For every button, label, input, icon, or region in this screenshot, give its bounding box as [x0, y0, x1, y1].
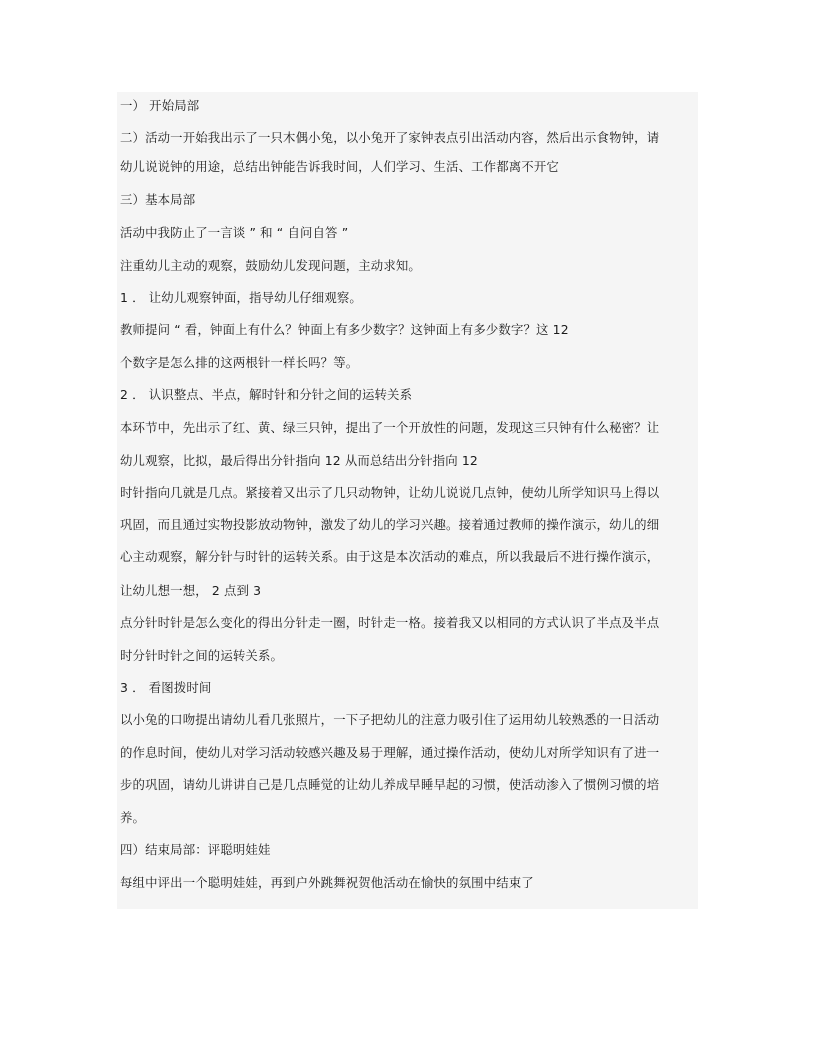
paragraph-line: 点分针时针是怎么变化的得出分针走一圈，时针走一格。接着我又以相同的方式认识了半点及半点	[120, 615, 660, 630]
paragraph-line: 幼儿说说钟的用途，总结出钟能告诉我时间，人们学习、生活、工作都离不开它	[120, 159, 559, 174]
paragraph-line: 二）活动一开始我出示了一只木偶小兔，以小兔开了家钟表点引出活动内容，然后出示食物钟，请	[120, 130, 660, 145]
paragraph-line: 时分针时针之间的运转关系。	[120, 648, 284, 663]
paragraph-line: 活动中我防止了一言谈 ” 和 “ 自问自答 ”	[120, 225, 349, 240]
paragraph-line: 巩固，而且通过实物投影放动物钟，激发了幼儿的学习兴趣。接着通过教师的操作演示，幼儿的细	[120, 517, 660, 532]
paragraph-line: 心主动观察，解分针与时针的运转关系。由于这是本次活动的难点，所以我最后不进行操作演示，	[120, 549, 660, 564]
paragraph-line: 幼儿观察，比拟，最后得出分针指向 12 从而总结出分针指向 12	[120, 453, 478, 468]
document-body	[117, 92, 698, 909]
numbered-item-1: 1 ． 让幼儿观察钟面，指导幼儿仔细观察。	[120, 290, 362, 305]
numbered-item-2: 2 ． 认识整点、半点，解时针和分针之间的运转关系	[120, 387, 413, 402]
paragraph-line: 以小兔的口吻提出请幼儿看几张照片，一下子把幼儿的注意力吸引住了运用幼儿较熟悉的一日活动	[120, 712, 660, 727]
paragraph-line: 本环节中，先出示了红、黄、绿三只钟，提出了一个开放性的问题，发现这三只钟有什么秘密？让	[120, 420, 660, 435]
section-heading-basic: 三）基本局部	[120, 192, 196, 207]
section-heading-end: 四）结束局部：评聪明娃娃	[120, 842, 271, 857]
section-heading-start: 一） 开始局部	[120, 98, 200, 113]
paragraph-line: 时针指向几就是几点。紧接着又出示了几只动物钟，让幼儿说说几点钟，使幼儿所学知识马上得以	[120, 485, 660, 500]
paragraph-line: 每组中评出一个聪明娃娃，再到户外跳舞祝贺他活动在愉快的氛围中结束了	[120, 875, 534, 890]
paragraph-line: 步的巩固，请幼儿讲讲自己是几点睡觉的让幼儿养成早睡早起的习惯，使活动渗入了惯例习惯的培	[120, 777, 660, 792]
paragraph-line: 个数字是怎么排的这两根针一样长吗？等。	[120, 355, 359, 370]
paragraph-line: 让幼儿想一想， 2 点到 3	[120, 583, 262, 598]
numbered-item-3: 3 ． 看图拨时间	[120, 680, 212, 695]
paragraph-line: 注重幼儿主动的观察，鼓励幼儿发现问题，主动求知。	[120, 258, 421, 273]
paragraph-line: 的作息时间，使幼儿对学习活动较感兴趣及易于理解，通过操作活动，使幼儿对所学知识有了进一	[120, 745, 660, 760]
paragraph-line: 教师提问 “ 看，钟面上有什么？钟面上有多少数字？这钟面上有多少数字？这 12	[120, 322, 569, 337]
paragraph-line: 养。	[120, 810, 146, 825]
